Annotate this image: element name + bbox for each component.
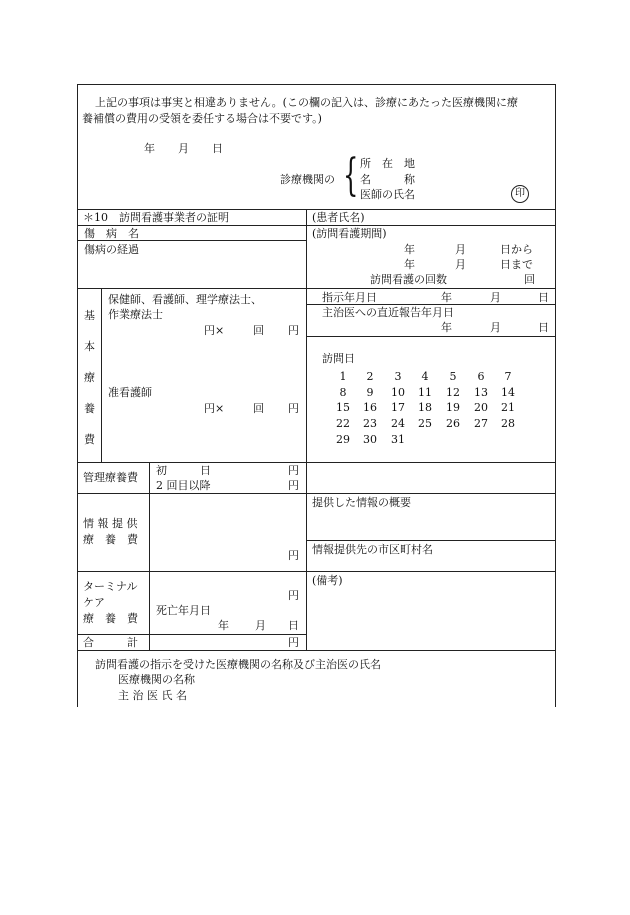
calendar-day: 30 <box>363 433 377 446</box>
info-fee-label-1: 情 報 提 供 <box>83 517 138 530</box>
calendar-day: 11 <box>418 386 432 399</box>
management-fee-label: 管理療養費 <box>83 471 138 484</box>
calendar-day: 19 <box>446 401 460 414</box>
calendar-day: 25 <box>418 417 432 430</box>
report-year: 年 <box>441 321 452 334</box>
management-first-yen: 円 <box>288 464 299 477</box>
calendar-day: 10 <box>391 386 405 399</box>
visit-count-unit: 回 <box>524 273 535 286</box>
calendar-day: 27 <box>474 417 488 430</box>
calendar-day: 26 <box>446 417 460 430</box>
calendar-day: 20 <box>474 401 488 414</box>
calendar-day: 23 <box>363 417 377 430</box>
calendar-day: 12 <box>446 386 460 399</box>
declaration-line-2: 養補償の費用の受領を委任する場合は不要です。) <box>82 112 322 125</box>
terminal-care-label-1: ターミナル <box>83 580 138 593</box>
calendar-day: 8 <box>339 386 347 399</box>
calendar-day: 24 <box>391 417 405 430</box>
instruction-year: 年 <box>441 291 452 304</box>
calendar-day: 18 <box>418 401 432 414</box>
period-until-day: 日まで <box>500 258 533 271</box>
period-from-month: 月 <box>455 243 466 256</box>
basic-fee-char-5: 費 <box>84 433 95 446</box>
info-summary-label: 提供した情報の概要 <box>312 496 411 509</box>
visit-days-label: 訪問日 <box>322 352 355 365</box>
calendar-day: 21 <box>501 401 515 414</box>
terminal-care-label-3: 療 養 費 <box>83 612 138 625</box>
instruction-month: 月 <box>490 291 501 304</box>
death-month: 月 <box>255 619 266 632</box>
calendar-day: 31 <box>391 433 405 446</box>
institution-label: 診療機関の <box>280 173 335 186</box>
period-from-day: 日から <box>500 243 533 256</box>
date-month: 月 <box>178 142 189 155</box>
section-title: ＊10 訪問看護事業者の証明 <box>83 211 229 224</box>
calendar-day: 3 <box>394 370 402 383</box>
terminal-care-label-2: ケア <box>83 596 105 609</box>
calendar-day: 2 <box>366 370 374 383</box>
calendar-day: 29 <box>336 433 350 446</box>
management-first-day: 初 日 <box>156 464 211 477</box>
total-yen: 円 <box>288 636 299 649</box>
death-year: 年 <box>218 619 229 632</box>
visit-count-label: 訪問看護の回数 <box>370 273 447 286</box>
calendar-day: 16 <box>363 401 377 414</box>
doctor-name-label: 医師の氏名 <box>360 188 415 201</box>
calendar-day: 5 <box>449 370 457 383</box>
instruction-day: 日 <box>538 291 549 304</box>
calendar-day: 14 <box>501 386 515 399</box>
info-fee-label-2: 療 養 費 <box>83 533 138 546</box>
date-day: 日 <box>212 142 223 155</box>
calendar-day: 17 <box>391 401 405 414</box>
calendar-day: 4 <box>421 370 429 383</box>
staff-2-label: 准看護師 <box>108 386 152 399</box>
disease-name-label: 傷 病 名 <box>84 227 139 240</box>
calendar-day: 15 <box>336 401 350 414</box>
info-fee-yen: 円 <box>288 549 299 562</box>
calendar-day: 28 <box>501 417 515 430</box>
staff-1-yen-times: 円× <box>204 324 225 337</box>
staff-2-yen: 円 <box>288 402 299 415</box>
basic-fee-char-1: 基 <box>84 309 95 322</box>
basic-fee-char-3: 療 <box>84 371 95 384</box>
staff-1-line-2: 作業療法士 <box>108 308 163 321</box>
name-label: 名 称 <box>360 173 415 186</box>
basic-fee-char-2: 本 <box>84 340 95 353</box>
brace-symbol: { <box>343 150 359 201</box>
remarks-label: (備考) <box>312 574 343 587</box>
death-day: 日 <box>288 619 299 632</box>
footer-title: 訪問看護の指示を受けた医療機関の名称及び主治医の氏名 <box>95 658 381 671</box>
calendar-day: 7 <box>504 370 512 383</box>
calendar-day: 13 <box>474 386 488 399</box>
terminal-care-yen: 円 <box>288 589 299 602</box>
calendar-day: 9 <box>366 386 374 399</box>
report-date-label: 主治医への直近報告年月日 <box>322 306 454 319</box>
period-until-month: 月 <box>455 258 466 271</box>
declaration-line-1: 上記の事項は事実と相違ありません。(この欄の記入は、診療にあたった医療機関に療 <box>95 96 518 109</box>
total-label: 合 計 <box>83 636 138 649</box>
address-label: 所 在 地 <box>360 157 415 170</box>
patient-name-label: (患者氏名) <box>312 211 365 224</box>
calendar-day: 1 <box>339 370 347 383</box>
management-second-onward: 2 回目以降 <box>156 479 211 492</box>
staff-2-times: 回 <box>253 402 264 415</box>
calendar-day: 22 <box>336 417 350 430</box>
footer-doctor-label: 主 治 医 氏 名 <box>118 689 187 702</box>
report-day: 日 <box>538 321 549 334</box>
disease-course-label: 傷病の経過 <box>84 243 139 256</box>
staff-1-yen: 円 <box>288 324 299 337</box>
death-date-label: 死亡年月日 <box>156 604 211 617</box>
period-until-year: 年 <box>404 258 415 271</box>
instruction-date-label: 指示年月日 <box>322 291 377 304</box>
staff-2-yen-times: 円× <box>204 402 225 415</box>
report-month: 月 <box>490 321 501 334</box>
info-municipality-label: 情報提供先の市区町村名 <box>312 543 433 556</box>
footer-institution-label: 医療機関の名称 <box>118 673 195 686</box>
basic-fee-char-4: 養 <box>84 402 95 415</box>
staff-1-times: 回 <box>253 324 264 337</box>
staff-1-line-1: 保健師、看護師、理学療法士、 <box>108 293 262 306</box>
seal-stamp: 印 <box>511 185 529 203</box>
period-from-year: 年 <box>404 243 415 256</box>
calendar-day: 6 <box>477 370 485 383</box>
date-year: 年 <box>144 142 155 155</box>
visit-period-label: (訪問看護期間) <box>312 227 387 240</box>
management-second-yen: 円 <box>288 479 299 492</box>
